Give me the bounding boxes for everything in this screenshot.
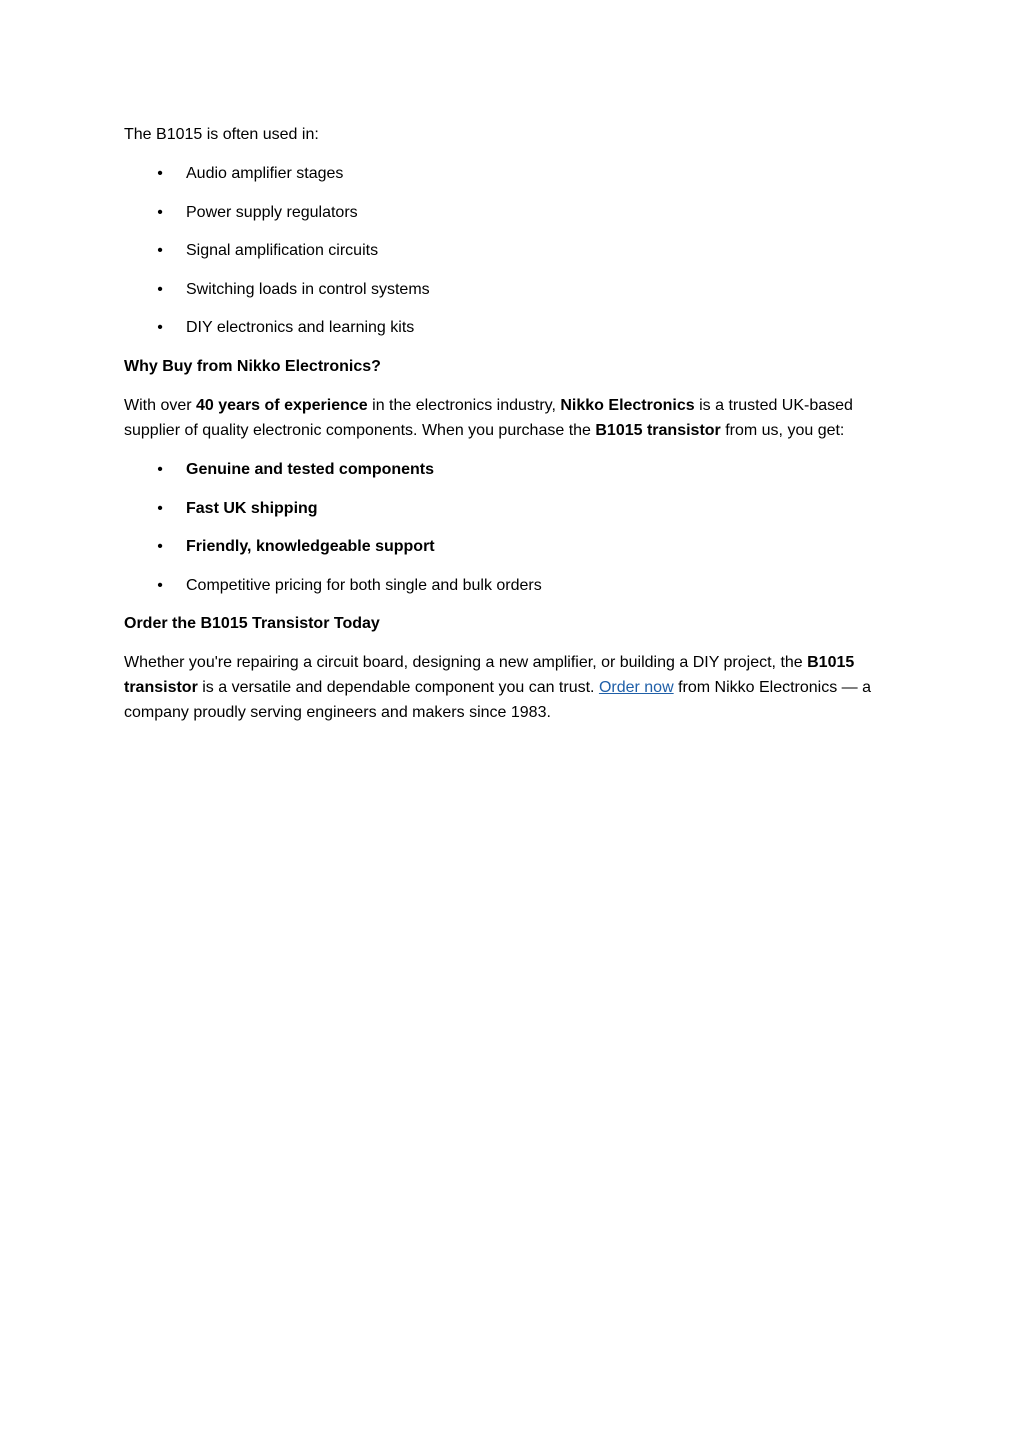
list-item: • Audio amplifier stages xyxy=(124,161,899,186)
why-buy-paragraph: With over 40 years of experience in the electronics industry, Nikko Electronics is a trusted UK-based supplier of quality electronic components. When you purchase the B1015 transistor from us, you get: xyxy=(124,396,853,439)
list-item: • DIY electronics and learning kits xyxy=(124,315,899,340)
bullet-icon: • xyxy=(157,165,163,182)
bullet-icon: • xyxy=(157,280,163,298)
bullet-icon: • xyxy=(157,460,163,478)
product-name-emphasis: B1015 transistor xyxy=(124,654,855,697)
list-item: • Power supply regulators xyxy=(124,200,899,225)
product-name-emphasis: B1015 transistor xyxy=(595,421,721,439)
bullet-icon: • xyxy=(157,538,163,556)
bullet-icon: • xyxy=(157,242,163,260)
uses-intro: The B1015 is often used in: xyxy=(124,126,319,143)
order-heading: Order the B1015 Transistor Today xyxy=(124,615,380,633)
company-name-emphasis: Nikko Electronics xyxy=(560,396,695,414)
benefits-list xyxy=(124,457,899,598)
bullet-icon: • xyxy=(157,499,163,517)
bullet-icon: • xyxy=(157,319,163,337)
document-page xyxy=(124,122,899,739)
list-item: • Fast UK shipping xyxy=(124,496,899,521)
experience-emphasis: 40 years of experience xyxy=(196,396,368,414)
uses-list xyxy=(124,161,899,340)
bullet-icon: • xyxy=(157,576,163,594)
order-paragraph: Whether you're repairing a circuit board, designing a new amplifier, or building a DIY project, the B1015 transistor is a versatile and dependable component you can trust. Order now from Nikko Electronics — a company proudly serving engineers and makers since 1983. xyxy=(124,654,872,722)
list-item: • Friendly, knowledgeable support xyxy=(124,534,899,559)
order-now-link[interactable]: Order now xyxy=(598,679,674,697)
list-item: • Switching loads in control systems xyxy=(124,277,899,302)
list-item: • Genuine and tested components xyxy=(124,457,899,482)
list-item: • Signal amplification circuits xyxy=(124,238,899,263)
bullet-icon: • xyxy=(157,203,163,221)
why-buy-heading: Why Buy from Nikko Electronics? xyxy=(124,357,381,375)
list-item: • Competitive pricing for both single and bulk orders xyxy=(124,573,899,598)
